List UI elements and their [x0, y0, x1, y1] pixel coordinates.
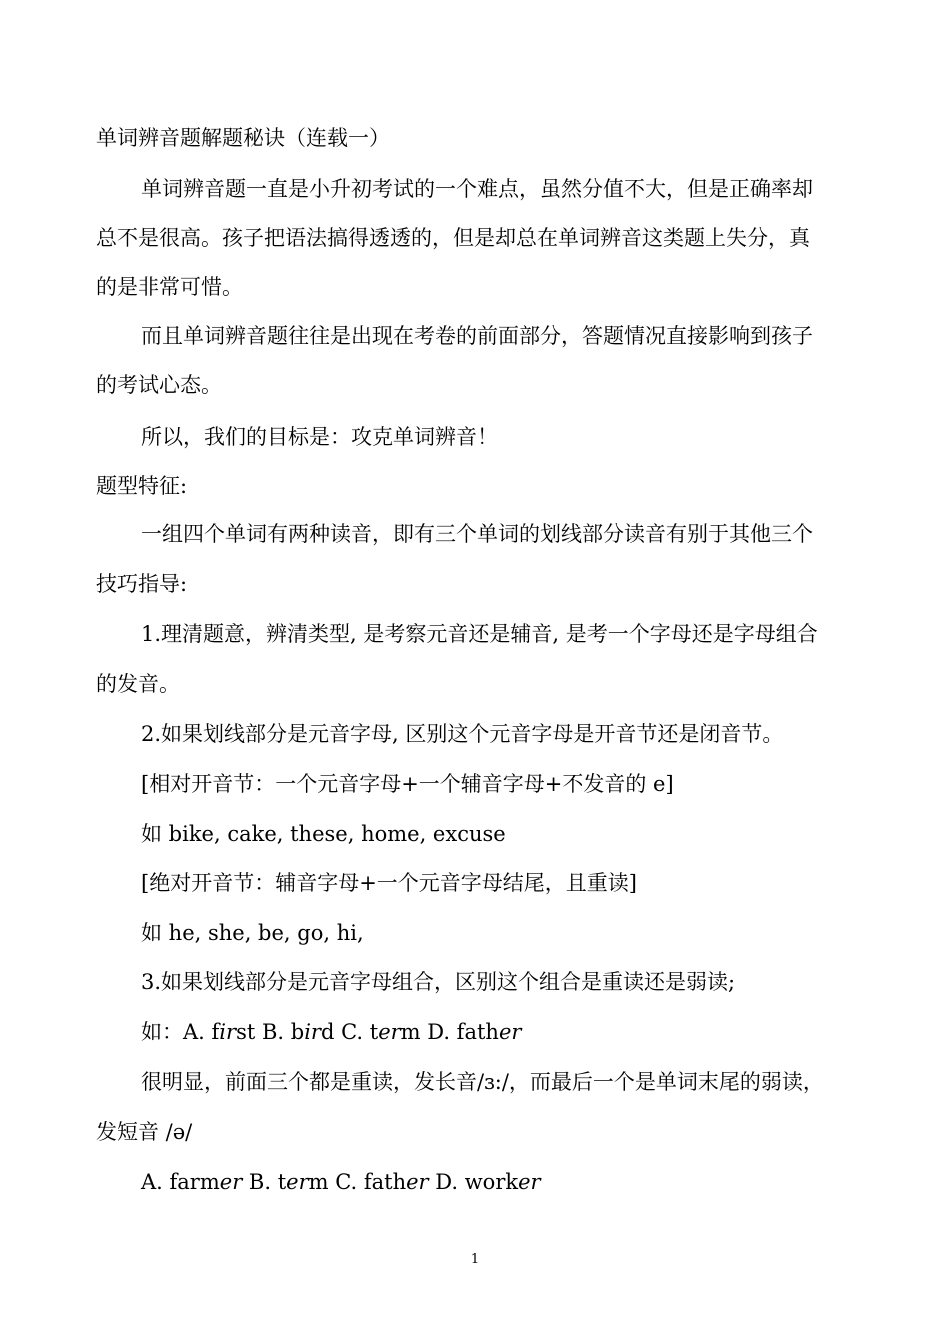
example-2-d-prefix: D. work [428, 1170, 519, 1194]
example-2-c-prefix: m C. fath [308, 1170, 407, 1194]
absolute-open-syllable-definition: [绝对开音节：辅音字母+一个元音字母结尾，且重读] [141, 871, 637, 895]
page-number: 1 [470, 1252, 480, 1267]
tip-1-line-2: 的发音。 [96, 672, 180, 696]
heading-tips: 技巧指导: [96, 572, 188, 596]
explanation-line-1: 很明显，前面三个都是重读，发长音/ɜ:/，而最后一个是单词末尾的弱读， [141, 1070, 824, 1094]
paragraph-3: 所以，我们的目标是：攻克单词辨音！ [141, 425, 498, 449]
example-1-a-highlight: ir [219, 1020, 237, 1044]
tip-2: 2.如果划线部分是元音字母, 区别这个元音字母是开音节还是闭音节。 [141, 722, 784, 746]
example-2 [141, 1169, 541, 1195]
tip-1-line-1: 1.理清题意，辨清类型, 是考察元音还是辅音, 是考一个字母还是字母组合 [141, 622, 818, 646]
relative-open-syllable-definition: [相对开音节：一个元音字母+一个辅音字母+不发音的 e] [141, 772, 674, 796]
example-1-c-rest: m D. fath [400, 1020, 499, 1044]
example-1-b-highlight: ir [304, 1020, 321, 1044]
example-2-a-prefix: A. farm [141, 1170, 220, 1194]
example-2-a-highlight: er [219, 1170, 243, 1194]
features-text: 一组四个单词有两种读音，即有三个单词的划线部分读音有别于其他三个 [141, 522, 813, 546]
example-1 [141, 1019, 521, 1045]
example-2-c-highlight: er [406, 1170, 429, 1194]
example-2-b-highlight: er [286, 1170, 309, 1194]
example-1-d-highlight: er [498, 1020, 522, 1044]
document-title: 单词辨音题解题秘诀（连载一） [96, 126, 390, 150]
paragraph-2-line-1: 而且单词辨音题往往是出现在考卷的前面部分，答题情况直接影响到孩子 [141, 324, 813, 348]
relative-open-syllable-example: 如 bike, cake, these, home, excuse [141, 822, 506, 846]
example-2-d-highlight: er [518, 1170, 541, 1194]
paragraph-1-line-1: 单词辨音题一直是小升初考试的一个难点，虽然分值不大，但是正确率却 [141, 177, 813, 201]
paragraph-2-line-2: 的考试心态。 [96, 373, 222, 397]
example-1-b-rest: d C. t [320, 1020, 379, 1044]
paragraph-1-line-3: 的是非常可惜。 [96, 275, 243, 299]
absolute-open-syllable-example: 如 he, she, be, go, hi, [141, 921, 364, 945]
explanation-line-2: 发短音 /ə/ [96, 1120, 193, 1144]
example-1-prefix: 如：A. f [141, 1020, 220, 1044]
example-1-c-highlight: er [378, 1020, 401, 1044]
paragraph-1-line-2: 总不是很高。孩子把语法搞得透透的，但是却总在单词辨音这类题上失分，真 [96, 226, 810, 250]
heading-features: 题型特征: [96, 474, 188, 498]
tip-3: 3.如果划线部分是元音字母组合，区别这个组合是重读还是弱读; [141, 970, 736, 994]
example-2-b-prefix: B. t [242, 1170, 287, 1194]
example-1-a-rest: st B. b [236, 1020, 305, 1044]
